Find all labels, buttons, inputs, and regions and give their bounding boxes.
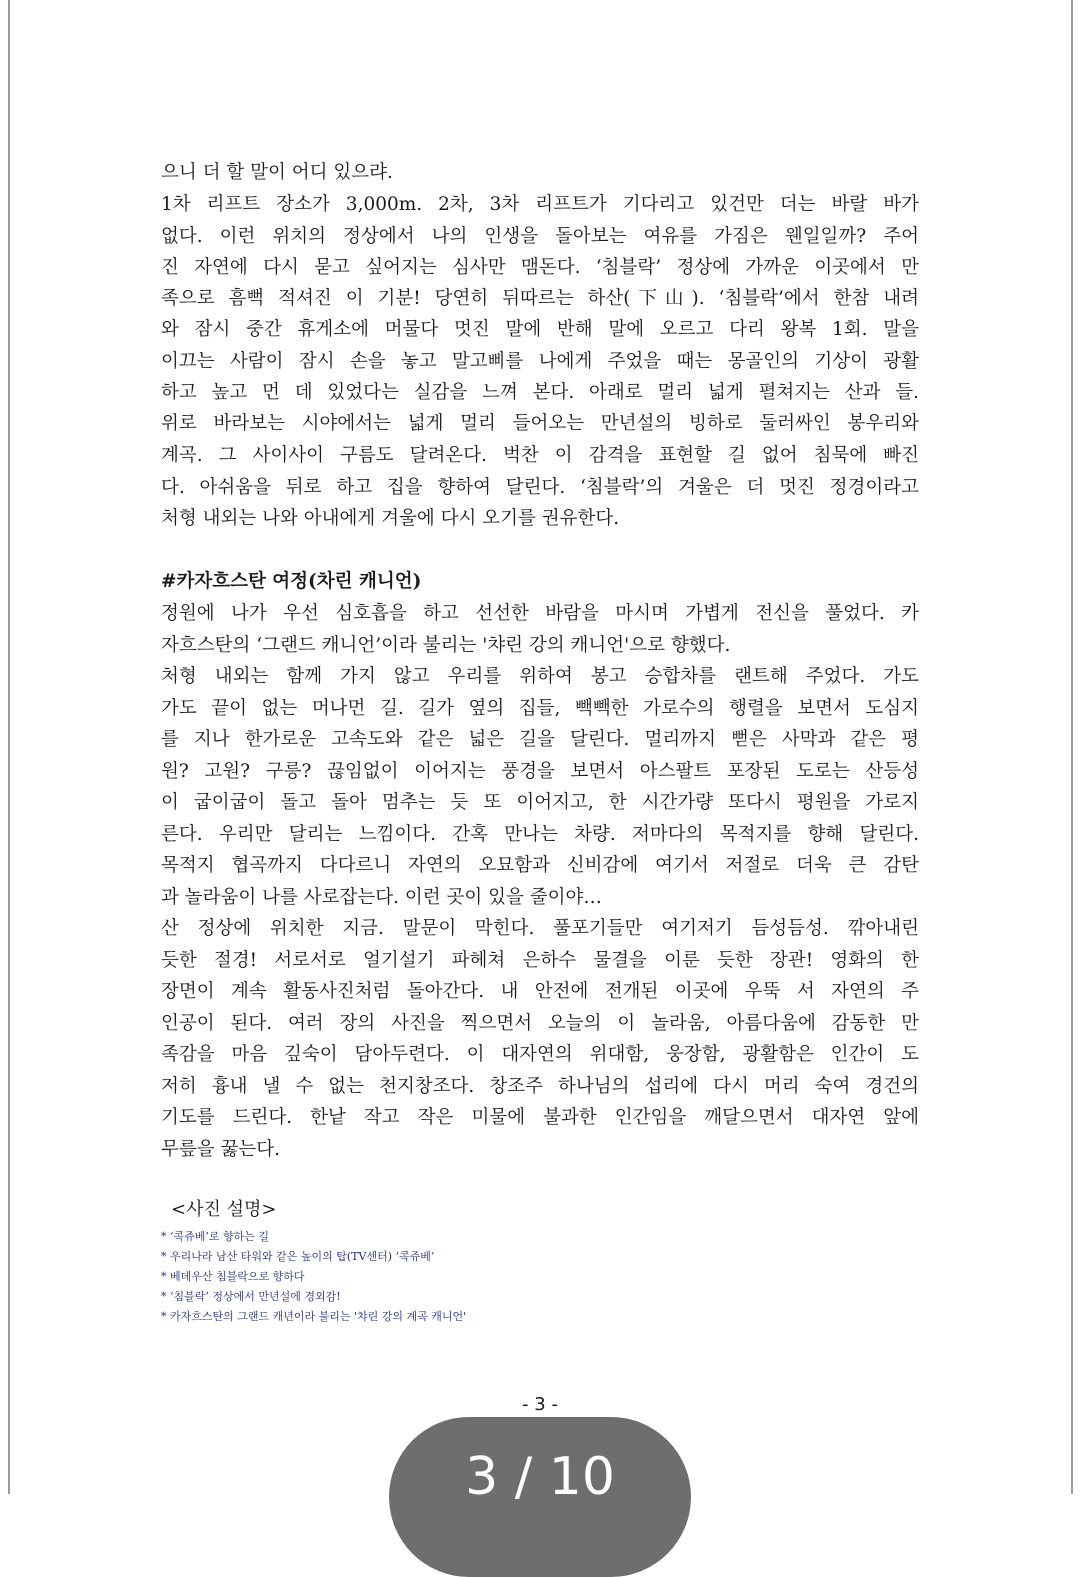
text-line: 저히 흉내 낼 수 없는 천지창조다. 창조주 하나님의 섭리에 다시 머리 숙여 경건의 [161, 1075, 919, 1097]
text-line: 진 자연에 다시 묻고 싶어지는 심사만 맴돈다. ‘침블락’ 정상에 가까운 이곳에서 만 [161, 257, 919, 278]
caption-item: * 카자흐스탄의 그랜드 캐년이라 불리는 '챠린 강의 계곡 캐니언' [161, 1310, 467, 1323]
caption-item: * ‘침블락’ 정상에서 만년설에 경외감! [161, 1290, 341, 1303]
text-line: 인공이 된다. 여러 장의 사진을 찍으면서 오늘의 이 놀라움, 아름다움에 감동한 만 [161, 1012, 919, 1034]
section-heading: #카자흐스탄 여정(차린 캐니언) [161, 571, 422, 592]
caption-title: <사진 설명> [171, 1199, 277, 1220]
text-line: 른다. 우리만 달리는 느낌이다. 간혹 만나는 차량. 저마다의 목적지를 향해 달린다. [161, 823, 919, 845]
text-line: 이 굽이굽이 돌고 돌아 멈추는 듯 또 이어지고, 한 시간가량 또다시 평원을 가로지 [161, 792, 919, 813]
text-line: 무릎을 꿇는다. [161, 1138, 280, 1160]
text-line: 듯한 절경! 서로서로 얼기설기 파헤쳐 은하수 물결을 이룬 듯한 장관! 영화의 한 [161, 949, 919, 971]
text-line: 위로 바라보는 시야에서는 넓게 멀리 들어오는 만년설의 빙하로 둘러싸인 봉우리와 [161, 413, 919, 434]
caption-item: * ‘콕쥬베’로 향하는 길 [161, 1230, 269, 1243]
text-line: 를 지나 한가로운 고속도와 같은 넓은 길을 달린다. 멀리까지 뻗은 사막과 같은 평 [161, 729, 919, 750]
text-line: 하고 높고 먼 데 있었다는 실감을 느껴 본다. 아래로 멀리 넓게 펼쳐지는 산과 들. [161, 382, 919, 403]
text-line: 산 정상에 위치한 지금. 말문이 막힌다. 풀포기들만 여기저기 듬성듬성. 깎아내린 [161, 918, 919, 939]
text-line: 으니 더 할 말이 어디 있으랴. [161, 162, 393, 183]
text-line: 다. 아쉬움을 뒤로 하고 집을 향하여 달린다. ‘침블락’의 겨울은 더 멋진 정경이라고 [161, 477, 919, 498]
text-line: 목적지 협곡까지 다다르니 자연의 오묘함과 신비감에 여기서 저절로 더욱 큰 감탄 [161, 855, 919, 876]
text-line: 1차 리프트 장소가 3,000m. 2차, 3차 리프트가 기다리고 있건만 더는 바랄 바가 [161, 194, 919, 215]
page-border-left [8, 0, 10, 1494]
text-line: 가도 끝이 없는 머나먼 길. 길가 옆의 집들, 빽빽한 가로수의 행렬을 보면서 도심지 [161, 697, 919, 719]
page-indicator[interactable]: 3 / 10 [389, 1417, 691, 1577]
text-line: 족으로 흠뻑 적셔진 이 기분! 당연히 뒤따르는 하산(下山). ‘침블락’에서 한참 내려 [161, 288, 919, 309]
text-line: 처형 내외는 나와 아내에게 겨울에 다시 오기를 권유한다. [161, 508, 620, 529]
text-line: 자흐스탄의 ‘그랜드 캐니언’이라 불리는 '챠린 강의 캐니언'으로 향했다. [161, 634, 731, 656]
text-line: 없다. 이런 위치의 정상에서 나의 인생을 돌아보는 여유를 가짐은 웬일일까? 주어 [161, 226, 919, 247]
text-line: 과 놀라움이 나를 사로잡는다. 이런 곳이 있을 줄이야… [161, 886, 602, 908]
page-border-right [1071, 0, 1073, 1494]
text-line: 와 잠시 중간 휴게소에 머물다 멋진 말에 반해 말에 오르고 다리 왕복 1회. 말을 [161, 319, 919, 340]
text-line: 장면이 계속 활동사진처럼 돌아간다. 내 안전에 전개된 이곳에 우뚝 서 자연의 주 [161, 981, 919, 1002]
page-number: - 3 - [522, 1394, 558, 1415]
text-line: 정원에 나가 우선 심호흡을 하고 선선한 바람을 마시며 가볍게 전신을 풀었다. 카 [161, 603, 919, 624]
text-line: 이끄는 사람이 잠시 손을 놓고 말고삐를 나에게 주었을 때는 몽골인의 기상이 광활 [161, 351, 919, 372]
text-line: 계곡. 그 사이사이 구름도 달려온다. 벅찬 이 감격을 표현할 길 없어 침묵에 빠진 [161, 445, 919, 466]
caption-item: * 베데우산 침블락으로 향하다 [161, 1270, 305, 1283]
text-line: 처형 내외는 함께 가지 않고 우리를 위하여 봉고 승합차를 랜트해 주었다. 가도 [161, 666, 919, 687]
text-line: 족감을 마음 깊숙이 담아두련다. 이 대자연의 위대함, 웅장함, 광활함은 인간이 도 [161, 1044, 919, 1065]
caption-item: * 우리나라 남산 타워와 같은 높이의 탑(TV센터) ‘콕쥬베’ [161, 1250, 435, 1263]
text-line: 기도를 드린다. 한낱 작고 작은 미물에 불과한 인간임을 깨달으면서 대자연 앞에 [161, 1107, 919, 1128]
text-line: 원? 고원? 구릉? 끊임없이 이어지는 풍경을 보면서 아스팔트 포장된 도로는 산등성 [161, 760, 919, 782]
